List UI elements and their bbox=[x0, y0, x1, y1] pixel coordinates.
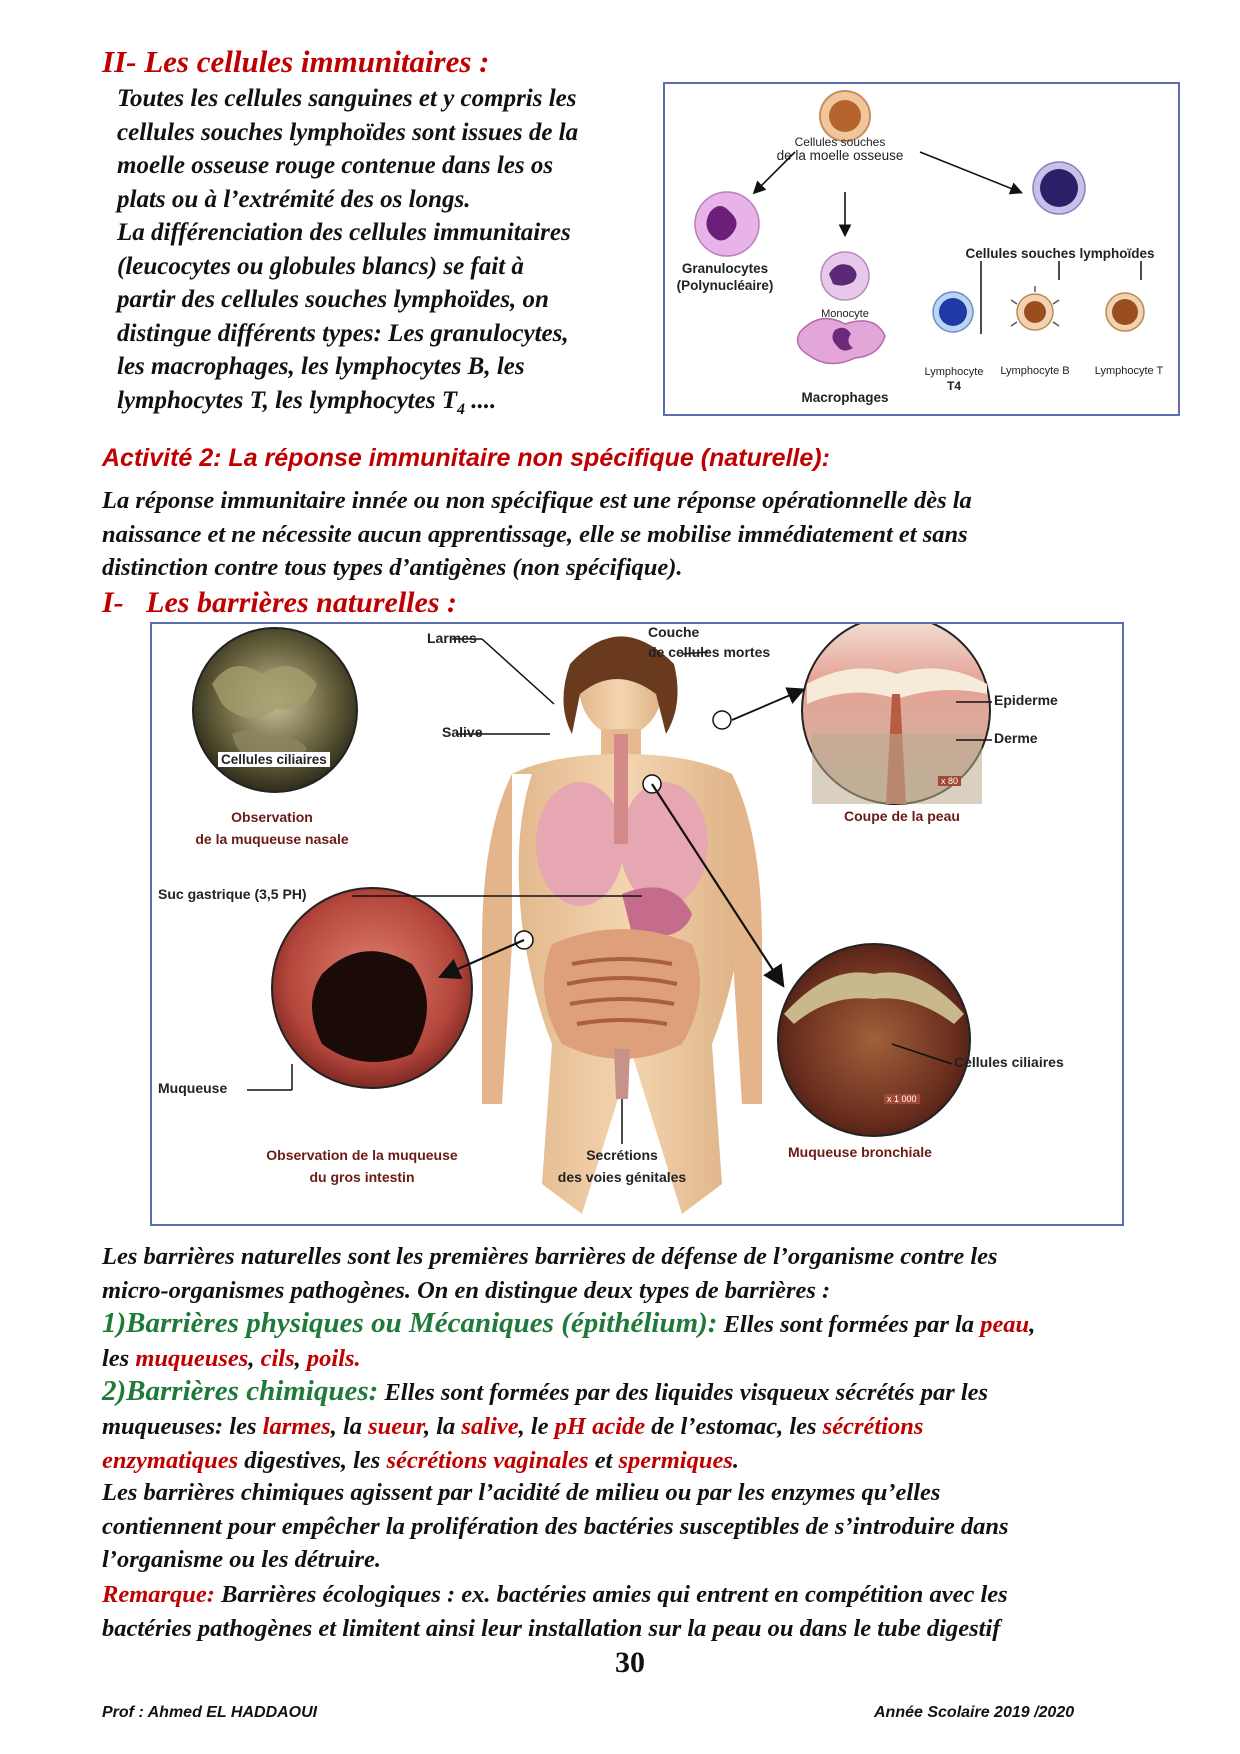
page-number: 30 bbox=[615, 1646, 645, 1679]
text-line: Les barrières naturelles sont les premières barrières de défense de l’organisme contre les bbox=[102, 1243, 998, 1270]
label-observation-nasale bbox=[172, 806, 372, 850]
text-line bbox=[102, 1410, 1202, 1444]
text-line: contiennent pour empêcher la prolifération des bactéries susceptibles de s’introduire dans bbox=[102, 1512, 1009, 1540]
keyword-peau: peau bbox=[980, 1311, 1030, 1338]
text-line: La différenciation des cellules immunitaires bbox=[117, 219, 571, 246]
label-muqueuse-bronchiale: Muqueuse bronchiale bbox=[788, 1144, 932, 1160]
keyword-spermiques: spermiques bbox=[618, 1447, 733, 1474]
text-line: partir des cellules souches lymphoïdes, on bbox=[117, 286, 549, 313]
text-line bbox=[102, 1342, 1202, 1376]
activity2-title: Activité 2: La réponse immunitaire non spécifique (naturelle): bbox=[102, 444, 830, 472]
label-line: Observation de la muqueuse bbox=[266, 1147, 458, 1163]
label-cellules-ciliaires-nasal: Cellules ciliaires bbox=[218, 752, 330, 767]
granulocytes-label bbox=[669, 260, 781, 294]
keyword-enzymatiques: enzymatiques bbox=[102, 1447, 239, 1474]
text-line bbox=[102, 1444, 1202, 1478]
keyword-larmes: larmes bbox=[262, 1413, 331, 1440]
text-span: digestives, les bbox=[238, 1447, 387, 1474]
lymphocyte-t-icon bbox=[1106, 293, 1144, 331]
keyword-secretions-vaginales: sécrétions vaginales bbox=[386, 1447, 589, 1474]
text-line: distinction contre tous types d’antigènes (non spécifique). bbox=[102, 554, 683, 581]
intestine-mucosa-image bbox=[272, 888, 472, 1088]
granulocytes-label-line: (Polynucléaire) bbox=[676, 278, 774, 293]
keyword-secretions: sécrétions bbox=[822, 1413, 924, 1440]
stem-cell-label-line: Cellules souches bbox=[794, 135, 886, 149]
monocyte-label: Monocyte bbox=[821, 308, 869, 320]
physical-barriers-title: 1)Barrières physiques ou Mécaniques (épithélium): bbox=[102, 1307, 718, 1339]
text-span: , bbox=[248, 1345, 261, 1372]
text-span: , bbox=[294, 1345, 307, 1372]
cellules-paragraph bbox=[117, 82, 657, 426]
magnification-x80: x 80 bbox=[938, 776, 961, 786]
keyword-cils: cils bbox=[260, 1345, 295, 1372]
nasal-mucosa-image bbox=[193, 628, 357, 792]
barriers-intro bbox=[102, 1240, 1192, 1307]
text-line: distingue différents types: Les granulocytes, bbox=[117, 319, 569, 347]
text-line: cellules souches lymphoïdes sont issues de la bbox=[117, 118, 579, 146]
text-span: muqueuses: les bbox=[102, 1413, 263, 1440]
text-line: Les barrières chimiques agissent par l’acidité de milieu ou par les enzymes qu’elles bbox=[102, 1479, 941, 1506]
chemical-barriers-title: 2)Barrières chimiques: bbox=[102, 1375, 379, 1407]
chemical-barriers bbox=[102, 1374, 1202, 1478]
keyword-sueur: sueur bbox=[368, 1413, 424, 1440]
macrophages-label: Macrophages bbox=[801, 390, 889, 405]
section-title-cellules-immunitaires: II- Les cellules immunitaires : bbox=[102, 44, 490, 79]
label-epiderme: Epiderme bbox=[994, 692, 1058, 708]
label-secretions-genitales bbox=[512, 1144, 732, 1188]
label-couche-cellules-mortes bbox=[648, 622, 770, 662]
text-span: et bbox=[588, 1447, 619, 1474]
text-span: les bbox=[102, 1345, 136, 1372]
text-line: lymphocytes T, les lymphocytes $T_4$ .... bbox=[117, 386, 497, 418]
text-line bbox=[102, 1578, 1202, 1612]
keyword-ph-acide: pH acide bbox=[554, 1413, 646, 1440]
skin-section-image bbox=[802, 624, 990, 804]
chemical-action-paragraph bbox=[102, 1476, 1202, 1577]
cell-differentiation-figure bbox=[663, 82, 1180, 416]
lymphoid-stem-label: Cellules souches lymphoïdes bbox=[945, 246, 1175, 261]
label-muqueuse: Muqueuse bbox=[158, 1080, 228, 1096]
keyword-poils: poils. bbox=[306, 1345, 361, 1372]
natural-barriers-figure bbox=[150, 622, 1124, 1226]
keyword-muqueuses: muqueuses bbox=[135, 1345, 249, 1372]
lymphocyte-t-label: Lymphocyte T bbox=[1094, 365, 1164, 377]
lymphocyte-t4-label-line: Lymphocyte bbox=[924, 366, 984, 378]
label-observation-intestin bbox=[232, 1144, 492, 1188]
text-line bbox=[102, 1306, 1202, 1342]
stem-cell-icon bbox=[820, 91, 870, 141]
footer-year: Année Scolaire 2019 /2020 bbox=[874, 1704, 1075, 1721]
text-line: les macrophages, les lymphocytes B, les bbox=[117, 353, 525, 380]
text-span: Elles sont formées par des liquides visqueux sécrétés par les bbox=[378, 1379, 989, 1406]
lymphoid-stem-cell-icon bbox=[1033, 162, 1085, 214]
macrophage-icon bbox=[798, 319, 885, 364]
text-span: . bbox=[732, 1447, 739, 1474]
label-derme: Derme bbox=[994, 730, 1038, 746]
text-line: plats ou à l’extrémité des os longs. bbox=[117, 185, 471, 213]
label-larmes: Larmes bbox=[427, 630, 477, 646]
label-salive: Salive bbox=[442, 724, 483, 740]
label-suc-gastrique: Suc gastrique (3,5 PH) bbox=[158, 886, 307, 902]
monocyte-icon bbox=[821, 252, 869, 300]
remark-paragraph bbox=[102, 1578, 1202, 1645]
text-span: de l’estomac, les bbox=[645, 1413, 823, 1440]
text-line: l’organisme ou les détruire. bbox=[102, 1546, 382, 1573]
label-line: du gros intestin bbox=[309, 1169, 415, 1185]
text-line: naissance et ne nécessite aucun apprentissage, elle se mobilise immédiatement et sans bbox=[102, 520, 968, 548]
text-line bbox=[102, 1374, 1202, 1410]
text-span: , la bbox=[423, 1413, 462, 1440]
text-line: moelle osseuse rouge contenue dans les os bbox=[117, 152, 554, 179]
label-cellules-ciliaires-bronchial: Cellules ciliaires bbox=[954, 1054, 1064, 1070]
keyword-salive: salive bbox=[461, 1413, 519, 1440]
text-line: (leucocytes ou globules blancs) se fait à bbox=[117, 252, 524, 280]
granulocytes-label-line: Granulocytes bbox=[681, 261, 769, 276]
magnification-x1000: x 1 000 bbox=[884, 1094, 920, 1104]
text-span: , le bbox=[518, 1413, 555, 1440]
footer-author: Prof : Ahmed EL HADDAOUI bbox=[102, 1704, 318, 1721]
section-title-barrieres: I- Les barrières naturelles : bbox=[102, 586, 457, 619]
label-line: de la muqueuse nasale bbox=[195, 831, 349, 847]
text-span: Barrières écologiques : ex. bactéries amies qui entrent en compétition avec les bbox=[214, 1581, 1008, 1608]
text-span: , la bbox=[330, 1413, 369, 1440]
lymphocyte-t4-label-line: T4 bbox=[946, 379, 961, 393]
label-line: des voies génitales bbox=[557, 1169, 687, 1185]
text-line: La réponse immunitaire innée ou non spécifique est une réponse opérationnelle dès la bbox=[102, 487, 972, 514]
lymphocyte-b-label: Lymphocyte B bbox=[1000, 365, 1070, 377]
text-line: bactéries pathogènes et limitent ainsi leur installation sur la peau ou dans le tube digestif bbox=[102, 1614, 1001, 1642]
text-line: Toutes les cellules sanguines et y compris les bbox=[117, 85, 577, 112]
barriers-diagram-svg bbox=[152, 624, 1122, 1224]
bronchial-mucosa-image bbox=[778, 944, 970, 1136]
granulocyte-icon bbox=[695, 192, 759, 256]
label-coupe-peau: Coupe de la peau bbox=[844, 808, 960, 824]
stem-cell-label bbox=[765, 136, 915, 162]
label-line: de cellules mortes bbox=[648, 644, 771, 660]
lymphocyte-t4-label bbox=[909, 365, 999, 393]
activity2-paragraph bbox=[102, 484, 1182, 585]
label-line: Observation bbox=[231, 809, 313, 825]
label-line: Couche bbox=[648, 624, 700, 640]
lymphocyte-t4-icon bbox=[933, 292, 973, 332]
remark-label: Remarque: bbox=[102, 1581, 215, 1608]
stem-cell-label-line: de la moelle osseuse bbox=[776, 148, 904, 163]
text-line: micro-organismes pathogènes. On en distingue deux types de barrières : bbox=[102, 1276, 831, 1304]
physical-barriers bbox=[102, 1306, 1202, 1376]
text-span: , bbox=[1029, 1311, 1036, 1338]
label-line: Secrétions bbox=[586, 1147, 658, 1163]
lymphocyte-b-icon bbox=[1011, 286, 1059, 330]
text-span: Elles sont formées par la bbox=[717, 1311, 981, 1338]
